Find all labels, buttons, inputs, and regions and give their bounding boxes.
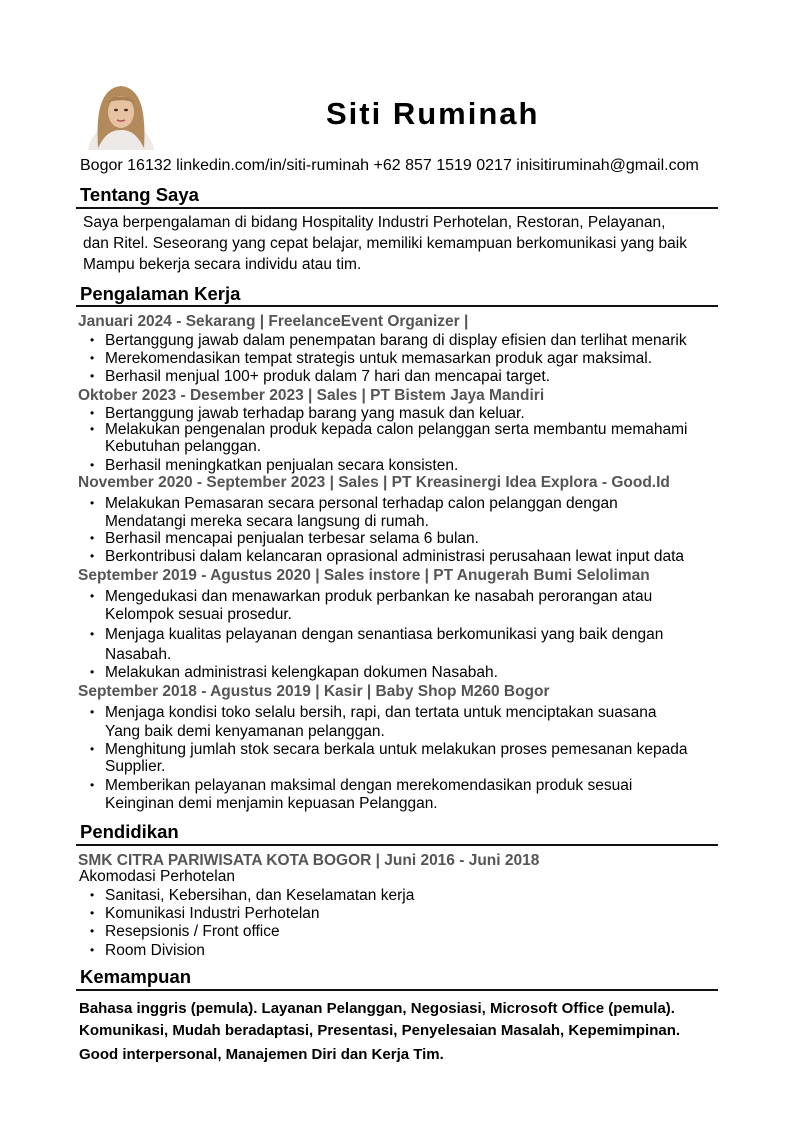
job-bullet: Melakukan Pemasaran secara personal terhadap calon pelanggan dengan [105, 495, 618, 512]
job-bullet-continuation: Yang baik demi kenyamanan pelanggan. [105, 723, 385, 740]
bullet-icon: • [90, 906, 95, 920]
education-bullet: Komunikasi Industri Perhotelan [105, 905, 320, 922]
section-divider [76, 305, 718, 307]
section-divider [76, 844, 718, 846]
bullet-icon: • [90, 705, 95, 719]
job-bullet: Menjaga kualitas pelayanan dengan senantiasa berkomunikasi yang baik dengan [105, 626, 664, 643]
job-bullet: Melakukan administrasi kelengkapan dokumen Nasabah. [105, 664, 498, 681]
candidate-name: Siti Ruminah [326, 96, 540, 131]
job-header: Januari 2024 - Sekarang | FreelanceEvent Organizer | [78, 313, 469, 330]
bullet-icon: • [90, 778, 95, 792]
job-bullet: Menjaga kondisi toko selalu bersih, rapi, dan tertata untuk menciptakan suasana [105, 704, 657, 721]
education-header: SMK CITRA PARIWISATA KOTA BOGOR | Juni 2016 - Juni 2018 [78, 852, 540, 869]
section-divider [76, 989, 718, 991]
education-bullet: Sanitasi, Kebersihan, dan Keselamatan kerja [105, 887, 415, 904]
job-bullet: Berhasil meningkatkan penjualan secara konsisten. [105, 457, 459, 474]
job-bullet: Berhasil mencapai penjualan terbesar selama 6 bulan. [105, 530, 479, 547]
job-header: Oktober 2023 - Desember 2023 | Sales | PT Bistem Jaya Mandiri [78, 387, 545, 404]
section-divider [76, 207, 718, 209]
about-line: dan Ritel. Seseorang yang cepat belajar, memiliki kemampuan berkomunikasi yang baik [83, 235, 687, 252]
job-bullet-continuation: Kebutuhan pelanggan. [105, 438, 262, 455]
job-bullet-continuation: Supplier. [105, 758, 166, 775]
job-bullet: Berkontribusi dalam kelancaran oprasional administrasi perusahaan lewat input data [105, 548, 685, 565]
skills-line: Good interpersonal, Manajemen Diri dan Kerja Tim. [79, 1046, 444, 1063]
contact-line: Bogor 16132 linkedin.com/in/siti-ruminah +62 857 1519 0217 inisitiruminah@gmail.com [80, 157, 699, 174]
section-title-about: Tentang Saya [80, 184, 199, 205]
bullet-icon: • [90, 742, 95, 756]
job-bullet: Menghitung jumlah stok secara berkala untuk melakukan proses pemesanan kepada [105, 741, 688, 758]
bullet-icon: • [90, 924, 95, 938]
education-bullet: Room Division [105, 942, 205, 959]
job-bullet-continuation: Kelompok sesuai prosedur. [105, 606, 292, 623]
education-bullet: Resepsionis / Front office [105, 923, 280, 940]
job-bullet: Memberikan pelayanan maksimal dengan merekomendasikan produk sesuai [105, 777, 633, 794]
bullet-icon: • [90, 531, 95, 545]
job-header: November 2020 - September 2023 | Sales | PT Kreasinergi Idea Explora - Good.Id [78, 474, 670, 491]
job-bullet: Bertanggung jawab dalam penempatan barang di display efisien dan terlihat menarik [105, 332, 687, 349]
about-line: Saya berpengalaman di bidang Hospitality Industri Perhotelan, Restoran, Pelayanan, [83, 214, 666, 231]
job-bullet: Melakukan pengenalan produk kepada calon pelanggan serta membantu memahami [105, 421, 688, 438]
bullet-icon: • [90, 665, 95, 679]
bullet-icon: • [90, 458, 95, 472]
job-bullet-continuation: Nasabah. [105, 646, 172, 663]
bullet-icon: • [90, 369, 95, 383]
bullet-icon: • [90, 333, 95, 347]
job-header: September 2018 - Agustus 2019 | Kasir | Baby Shop M260 Bogor [78, 683, 550, 700]
bullet-icon: • [90, 888, 95, 902]
education-major: Akomodasi Perhotelan [79, 868, 235, 885]
about-line: Mampu bekerja secara individu atau tim. [83, 256, 362, 273]
job-bullet: Berhasil menjual 100+ produk dalam 7 hari dan mencapai target. [105, 368, 551, 385]
bullet-icon: • [90, 627, 95, 641]
skills-line: Bahasa inggris (pemula). Layanan Pelanggan, Negosiasi, Microsoft Office (pemula). [79, 1000, 675, 1017]
job-bullet: Merekomendasikan tempat strategis untuk memasarkan produk agar maksimal. [105, 350, 653, 367]
bullet-icon: • [90, 406, 95, 420]
job-bullet-continuation: Keinginan demi menjamin kepuasan Pelanggan. [105, 795, 438, 812]
bullet-icon: • [90, 589, 95, 603]
section-title-education: Pendidikan [80, 821, 179, 842]
skills-line: Komunikasi, Mudah beradaptasi, Presentasi, Penyelesaian Masalah, Kepemimpinan. [79, 1022, 681, 1039]
bullet-icon: • [90, 496, 95, 510]
bullet-icon: • [90, 549, 95, 563]
bullet-icon: • [90, 351, 95, 365]
section-title-skills: Kemampuan [80, 966, 192, 987]
job-bullet-continuation: Mendatangi mereka secara langsung di rumah. [105, 513, 429, 530]
job-bullet: Mengedukasi dan menawarkan produk perbankan ke nasabah perorangan atau [105, 588, 653, 605]
profile-photo [86, 80, 156, 150]
job-bullet: Bertanggung jawab terhadap barang yang masuk dan keluar. [105, 405, 525, 422]
bullet-icon: • [90, 422, 95, 436]
section-title-experience: Pengalaman Kerja [80, 283, 241, 304]
job-header: September 2019 - Agustus 2020 | Sales instore | PT Anugerah Bumi Seloliman [78, 567, 650, 584]
bullet-icon: • [90, 943, 95, 957]
